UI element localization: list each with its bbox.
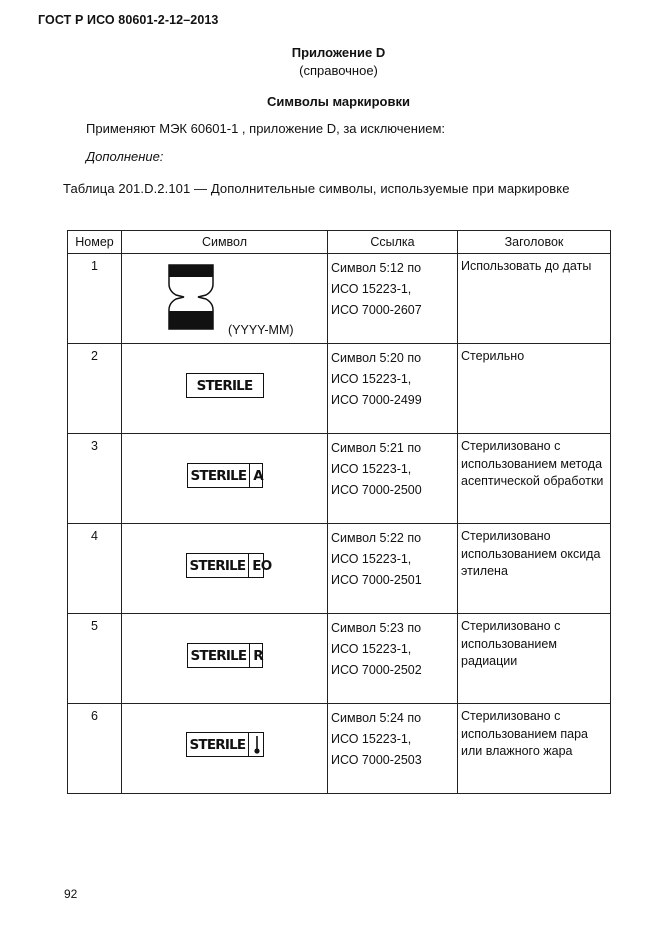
reference-line: ИСО 7000-2501 — [331, 573, 422, 587]
sterile-text: STERILE — [190, 467, 247, 484]
sterile-text: STERILE — [189, 736, 246, 753]
thermometer-icon — [248, 733, 265, 756]
addition-label: Дополнение: — [86, 149, 164, 164]
table-row — [68, 614, 611, 704]
title-cell: Стерилизовано использованием оксида этилена — [458, 524, 611, 614]
table-row — [68, 524, 611, 614]
document-header-code: ГОСТ Р ИСО 80601-2-12–2013 — [38, 13, 219, 27]
symbol-cell — [122, 434, 328, 524]
title-cell: Стерилизовано с использованием пара или влажного жара — [458, 704, 611, 794]
title-cell: Стерилизовано с использованием метода асептической обработки — [458, 434, 611, 524]
row-number: 1 — [68, 254, 122, 344]
reference-line: ИСО 15223-1, — [331, 642, 412, 656]
reference-cell — [328, 344, 458, 434]
symbol-cell — [122, 344, 328, 434]
sterile-r-icon — [187, 643, 263, 668]
table-header-row — [68, 231, 611, 254]
header-number: Номер — [68, 231, 122, 254]
reference-cell — [328, 524, 458, 614]
sterile-method-code: A — [249, 464, 266, 487]
sterile-method-code: R — [249, 644, 266, 667]
sterile-a-icon — [187, 463, 263, 488]
title-cell: Стерилизовано с использованием радиации — [458, 614, 611, 704]
reference-line: ИСО 7000-2607 — [331, 303, 422, 317]
table-row — [68, 704, 611, 794]
title-cell: Использовать до даты — [458, 254, 611, 344]
symbol-cell — [122, 704, 328, 794]
reference-line: Символ 5:23 по — [331, 621, 422, 635]
reference-line: ИСО 7000-2499 — [331, 393, 422, 407]
table-row — [68, 254, 611, 344]
row-number: 5 — [68, 614, 122, 704]
reference-line: Символ 5:21 по — [331, 441, 422, 455]
reference-line: ИСО 7000-2502 — [331, 663, 422, 677]
sterile-steam-icon — [186, 732, 264, 757]
reference-line: Символ 5:20 по — [331, 351, 422, 365]
sterile-method-code: EO — [248, 554, 274, 577]
row-number: 2 — [68, 344, 122, 434]
table-row — [68, 344, 611, 434]
section-title: Символы маркировки — [267, 94, 410, 109]
intro-paragraph: Применяют МЭК 60601-1 , приложение D, за исключением: — [86, 121, 445, 136]
reference-line: ИСО 15223-1, — [331, 372, 412, 386]
reference-line: Символ 5:24 по — [331, 711, 422, 725]
title-cell: Стерильно — [458, 344, 611, 434]
annex-subtitle: (справочное) — [299, 63, 378, 78]
reference-cell — [328, 434, 458, 524]
sterile-text: STERILE — [196, 377, 253, 394]
sterile-text: STERILE — [189, 557, 246, 574]
row-number: 3 — [68, 434, 122, 524]
reference-line: ИСО 15223-1, — [331, 282, 412, 296]
header-title: Заголовок — [458, 231, 611, 254]
header-reference: Ссылка — [328, 231, 458, 254]
expiry-date-format: (YYYY-MM) — [228, 323, 294, 337]
row-number: 6 — [68, 704, 122, 794]
reference-line: Символ 5:12 по — [331, 261, 422, 275]
row-number: 4 — [68, 524, 122, 614]
hourglass-icon — [168, 264, 214, 333]
sterile-text: STERILE — [190, 647, 247, 664]
reference-cell — [328, 704, 458, 794]
reference-line: ИСО 7000-2503 — [331, 753, 422, 767]
page-number: 92 — [64, 887, 78, 901]
reference-line: ИСО 7000-2500 — [331, 483, 422, 497]
symbol-cell — [122, 254, 328, 344]
symbol-cell — [122, 614, 328, 704]
header-symbol: Символ — [122, 231, 328, 254]
table-caption: Таблица 201.D.2.101 — Дополнительные символы, используемые при маркировке — [63, 181, 570, 196]
sterile-icon — [186, 373, 264, 398]
reference-line: ИСО 15223-1, — [331, 732, 412, 746]
annex-title: Приложение D — [291, 45, 386, 60]
symbol-cell — [122, 524, 328, 614]
reference-cell — [328, 614, 458, 704]
reference-line: ИСО 15223-1, — [331, 552, 412, 566]
reference-line: Символ 5:22 по — [331, 531, 422, 545]
symbols-table — [67, 230, 611, 794]
reference-cell — [328, 254, 458, 344]
sterile-eo-icon — [186, 553, 272, 578]
reference-line: ИСО 15223-1, — [331, 462, 412, 476]
table-row — [68, 434, 611, 524]
